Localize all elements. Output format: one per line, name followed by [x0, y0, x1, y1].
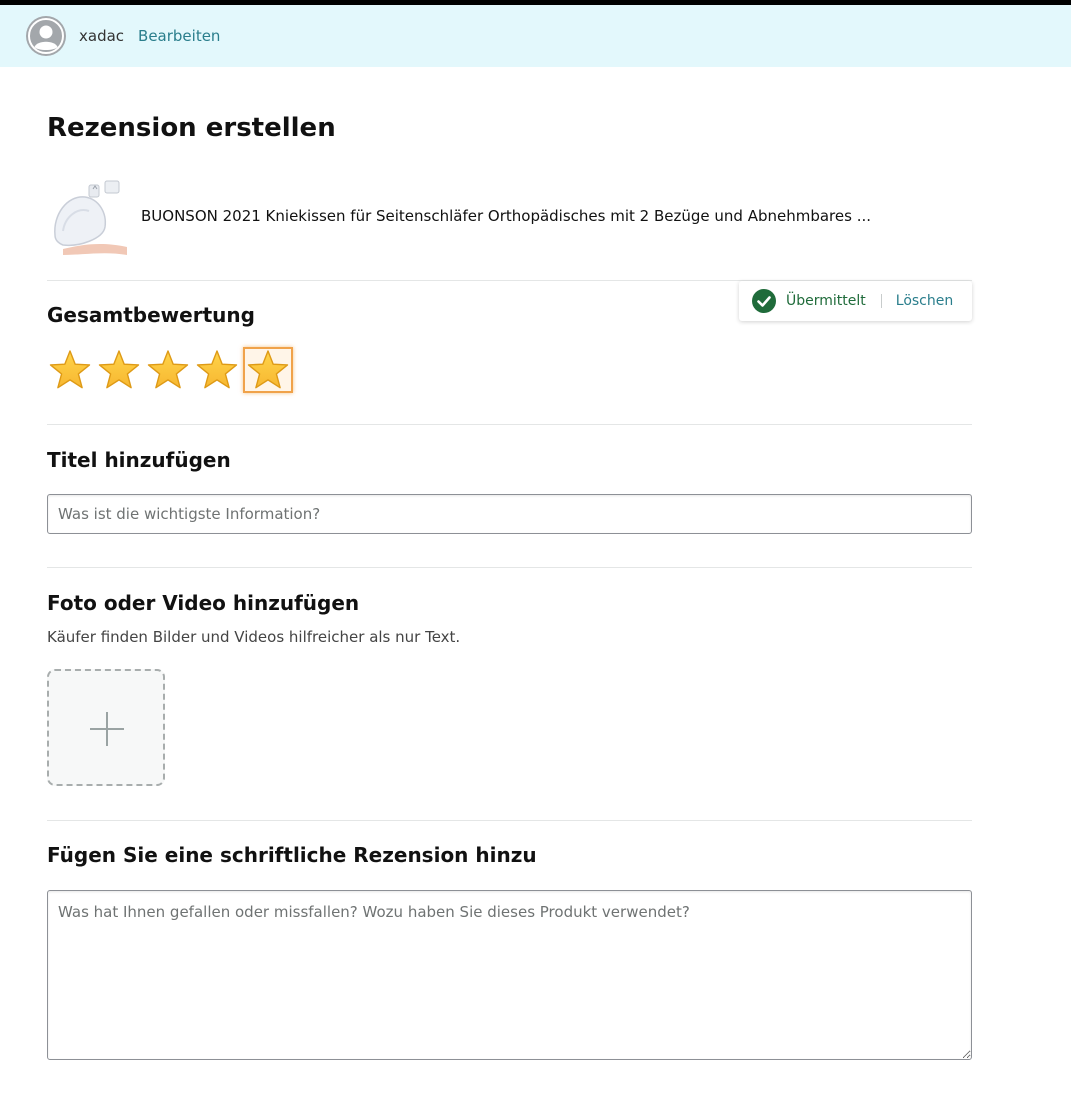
page-title: Rezension erstellen: [47, 113, 336, 143]
star-icon: [196, 349, 238, 391]
submission-status: [739, 281, 972, 321]
media-hint: Käufer finden Bilder und Videos hilfreicher als nur Text.: [47, 628, 461, 646]
status-submitted: Übermittelt: [786, 293, 866, 309]
divider: [47, 424, 972, 425]
username: xadac: [79, 27, 125, 45]
delete-link[interactable]: Löschen: [895, 293, 954, 309]
user-bar: [0, 5, 1071, 67]
star-rating: [47, 347, 296, 393]
divider: [47, 567, 972, 568]
media-title: Foto oder Video hinzufügen: [47, 591, 360, 615]
product-row: [47, 175, 972, 269]
product-image: [49, 175, 131, 265]
review-textarea[interactable]: [47, 890, 972, 1060]
divider: [47, 820, 972, 821]
star-icon: [147, 349, 189, 391]
star-2[interactable]: [96, 347, 142, 393]
status-separator: [881, 294, 882, 308]
star-5[interactable]: [243, 347, 293, 393]
star-icon: [98, 349, 140, 391]
edit-profile-link[interactable]: Bearbeiten: [138, 27, 221, 45]
star-1[interactable]: [47, 347, 93, 393]
user-silhouette-icon: [26, 16, 66, 56]
star-4[interactable]: [194, 347, 240, 393]
plus-icon: [89, 711, 125, 747]
written-review-title: Fügen Sie eine schriftliche Rezension hinzu: [47, 843, 537, 867]
check-circle-icon: [752, 289, 776, 313]
product-name: BUONSON 2021 Kniekissen für Seitenschläfer Orthopädisches mit 2 Bezüge und Abnehmbares ...: [141, 207, 871, 225]
headline-input[interactable]: [47, 494, 972, 534]
add-media-button[interactable]: [47, 669, 165, 786]
headline-title: Titel hinzufügen: [47, 448, 231, 472]
star-icon: [49, 349, 91, 391]
star-3[interactable]: [145, 347, 191, 393]
rating-title: Gesamtbewertung: [47, 303, 255, 327]
star-icon: [247, 349, 289, 391]
avatar: [26, 16, 66, 56]
